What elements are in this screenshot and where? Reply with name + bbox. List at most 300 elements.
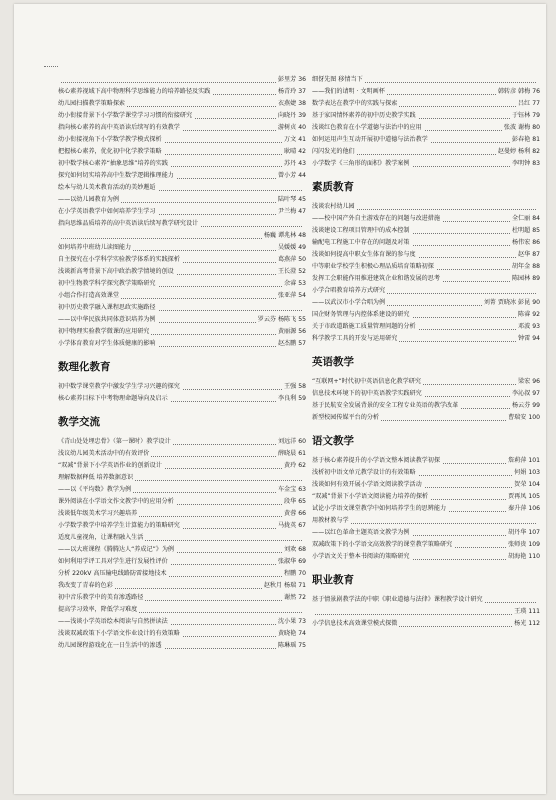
toc-entry	[312, 134, 540, 146]
toc-entry	[312, 225, 540, 237]
toc-entry-title: 核心素养视域下高中物理科学思维能力的培养路径及实践	[58, 88, 211, 95]
toc-entry-title	[312, 608, 314, 615]
toc-entry-page-number: 99	[532, 402, 540, 409]
toc-entry-title: 小组合作打造高效课堂	[58, 292, 119, 299]
toc-entry-page-number: 49	[298, 244, 306, 251]
toc-entry	[58, 98, 306, 110]
toc-entry-page-number: 68	[298, 546, 306, 553]
toc-entry-title: 小学语文关于整本书阅读的策略研究	[312, 553, 410, 560]
dotted-leader	[312, 614, 540, 615]
toc-entry	[58, 326, 306, 338]
toc-entry-meta	[536, 285, 540, 297]
toc-entry-author: 黄玲	[284, 462, 297, 469]
toc-entry-page-number: 43	[298, 160, 306, 167]
toc-entry-author: 胡年金	[511, 263, 531, 270]
toc-entry-title: ——以武汉市小学合唱为例	[312, 299, 386, 306]
toc-entry-author: 秦升萍	[508, 505, 527, 512]
toc-entry-author: 胡丹华	[508, 529, 527, 536]
toc-entry-author: 王强	[284, 383, 297, 390]
toc-entry-meta	[276, 242, 306, 254]
toc-entry	[312, 74, 540, 86]
toc-entry	[312, 503, 540, 515]
toc-entry-title: 用教材教与学	[312, 517, 349, 524]
toc-entry-page-number: 93	[532, 323, 540, 330]
toc-entry-title: 《青山处处埋忠骨》（第一课时）教学设计	[58, 438, 171, 445]
toc-entry-author: 李沁叔	[511, 390, 531, 397]
toc-entry-author: 李明钟	[511, 160, 531, 167]
toc-entry-author: 梁宏	[518, 378, 531, 385]
toc-entry	[312, 527, 540, 539]
toc-entry	[58, 381, 306, 393]
toc-entry-title: “双减”背景下小学英语作业的创新设计	[58, 462, 162, 469]
toc-entry-author: 张波 谢梅	[503, 124, 531, 131]
toc-left-column	[58, 74, 306, 652]
toc-entry-page-number: 92	[532, 311, 540, 318]
toc-entry	[312, 606, 540, 618]
toc-entry	[312, 158, 540, 170]
toc-entry-meta	[282, 134, 306, 146]
toc-entry-meta	[536, 201, 540, 213]
toc-entry-page-number: 80	[532, 124, 540, 131]
toc-entry-meta	[282, 568, 306, 580]
toc-entry-page-number: 106	[528, 505, 540, 512]
toc-entry-author: 陈琳瑶	[277, 642, 297, 649]
toc-entry-page-number: 55	[298, 316, 306, 323]
toc-entry-meta	[516, 98, 540, 110]
toc-entry-page-number: 61	[298, 450, 306, 457]
toc-entry-page-number: 112	[528, 620, 540, 627]
toc-entry-meta	[506, 527, 540, 539]
toc-entry	[58, 484, 306, 496]
toc-entry-title: 基于家国情怀素养的初中历史教学实践	[312, 112, 416, 119]
toc-entry-meta	[276, 266, 306, 278]
toc-entry-meta	[256, 314, 306, 326]
toc-entry	[58, 302, 306, 314]
toc-entry-author: 罗云芬 杨陈飞	[257, 316, 297, 323]
toc-entry-author: 葛燕萍	[277, 256, 297, 263]
toc-right-column	[312, 74, 540, 630]
toc-entry	[58, 242, 306, 254]
toc-entry	[312, 515, 540, 527]
toc-entry	[58, 592, 306, 604]
toc-entry-page-number: 67	[298, 522, 306, 529]
toc-entry-meta	[510, 110, 540, 122]
toc-entry-page-number: 94	[532, 335, 540, 342]
toc-entry-meta	[510, 225, 540, 237]
toc-entry-page-number: 71	[298, 582, 306, 589]
toc-entry-title: 关于市政道路施工质量管理问题的分析	[312, 323, 416, 330]
toc-entry	[58, 290, 306, 302]
toc-entry-author: 向晓丹	[277, 112, 297, 119]
toc-entry-meta	[276, 616, 306, 628]
toc-entry-meta	[282, 592, 306, 604]
toc-entry-meta	[276, 290, 306, 302]
toc-entry-author: 尹兰梅	[277, 208, 297, 215]
toc-entry	[312, 388, 540, 400]
toc-entry-meta	[516, 321, 540, 333]
toc-entry-author: 曾小芳	[277, 172, 297, 179]
toc-entry-meta	[506, 412, 540, 424]
toc-entry-author: 李良利	[277, 395, 297, 402]
toc-entry	[312, 285, 540, 297]
toc-entry-author: 耿晴	[284, 148, 297, 155]
toc-entry-author: 陆叶琴	[277, 196, 297, 203]
toc-entry-meta	[506, 455, 540, 467]
toc-entry-author: 陈园林	[511, 275, 531, 282]
toc-entry-title: 初中数学核心素养“抽象思维”培养的实践	[58, 160, 168, 167]
toc-entry-meta	[262, 580, 306, 592]
toc-entry-page-number: 72	[298, 594, 306, 601]
toc-entry-author: 胡海艳	[508, 553, 527, 560]
toc-entry-title: ——以《平均数》教学为例	[58, 486, 132, 493]
toc-entry-page-number: 53	[298, 280, 306, 287]
toc-entry	[312, 309, 540, 321]
toc-entry	[58, 544, 306, 556]
toc-entry-meta	[510, 134, 540, 146]
section-heading: 教学交流	[58, 416, 100, 428]
toc-entry-author: 赵曼婷 杨利	[497, 148, 531, 155]
toc-entry-author: 黄蓉	[284, 510, 297, 517]
toc-entry	[312, 455, 540, 467]
toc-entry-title: 如何利用学评工具对学生进行发展性评价	[58, 558, 168, 565]
toc-entry-title: ——校中国产外自主游戏存在的问题与改进措施	[312, 215, 440, 222]
toc-entry-page-number: 105	[528, 493, 540, 500]
toc-entry-author: 段华	[284, 498, 297, 505]
toc-entry-title: 如何培养中班幼儿读图能力	[58, 244, 132, 251]
toc-entry-meta	[282, 158, 306, 170]
toc-entry-meta	[512, 467, 540, 479]
toc-entry-meta	[302, 302, 306, 314]
toc-entry	[58, 206, 306, 218]
toc-entry-page-number: 90	[532, 299, 540, 306]
toc-entry-title	[58, 232, 60, 239]
toc-entry-title: ——以红色革命主题英语文教学为例	[312, 529, 410, 536]
toc-entry	[58, 604, 306, 616]
toc-entry-author: 韩转彦 韩梅	[497, 88, 531, 95]
section-heading: 数理化教育	[58, 361, 111, 373]
toc-entry-meta	[282, 460, 306, 472]
toc-entry-title: “双减”背景下小学语文阅读能力培养的探析	[312, 493, 429, 500]
toc-entry	[312, 146, 540, 158]
toc-entry-page-number: 86	[532, 239, 540, 246]
toc-entry-author: 赵华	[518, 251, 531, 258]
toc-entry-title: 核心素养目标下中考物理命题导向及启示	[58, 395, 168, 402]
toc-entry-author: 于钰林	[511, 112, 531, 119]
toc-entry-meta	[512, 606, 540, 618]
toc-entry-meta	[516, 333, 540, 345]
toc-entry-title: 浅谈如何有效开展小学语文阅读教学活动	[312, 481, 422, 488]
toc-entry-meta	[262, 230, 306, 242]
toc-entry-author: 詹莉萍	[508, 457, 527, 464]
toc-entry-meta	[516, 309, 540, 321]
toc-entry-title: 细伢先图 移情当下	[312, 76, 363, 83]
toc-entry-meta	[282, 496, 306, 508]
toc-entry-title	[58, 76, 60, 83]
toc-entry-title: 国企财务管理与内控体系建设的研究	[312, 311, 410, 318]
toc-entry-meta	[506, 539, 540, 551]
toc-entry-page-number: 40	[298, 124, 306, 131]
toc-entry	[312, 618, 540, 630]
toc-entry-meta	[282, 146, 306, 158]
toc-entry-page-number: 88	[532, 263, 540, 270]
toc-entry-meta	[510, 400, 540, 412]
toc-entry-meta	[512, 479, 540, 491]
toc-entry-meta	[496, 86, 540, 98]
toc-entry-title: 初中物理实验教学微课的应用研究	[58, 328, 150, 335]
toc-entry-meta	[506, 551, 540, 563]
toc-entry-page-number: 107	[528, 529, 540, 536]
toc-entry-meta	[276, 254, 306, 266]
toc-entry-title: 浅议幼儿园美术活动中的有效评价	[58, 450, 150, 457]
toc-entry-meta	[510, 237, 540, 249]
toc-entry-page-number: 47	[298, 208, 306, 215]
toc-entry-title: 小学数学《三角形的面积》教学案例	[312, 160, 410, 167]
toc-entry	[312, 297, 540, 309]
toc-entry-meta	[536, 594, 540, 606]
toc-entry-title: ——以中华民族共同体意识培养为例	[58, 316, 156, 323]
toc-entry-meta	[276, 556, 306, 568]
toc-entry	[58, 460, 306, 472]
toc-entry-page-number: 97	[532, 390, 540, 397]
toc-entry-meta	[276, 640, 306, 652]
table-of-contents-page	[14, 4, 546, 794]
toc-entry	[312, 213, 540, 225]
toc-entry-author: 赵杰鹏	[277, 340, 297, 347]
toc-entry-meta	[510, 213, 540, 225]
toc-entry-title: 适度儿童视角，让课程融入生活	[58, 534, 144, 541]
toc-entry	[58, 158, 306, 170]
toc-entry	[58, 628, 306, 640]
toc-entry-meta	[302, 472, 306, 484]
toc-entry-author: 黄晓艳	[277, 630, 297, 637]
toc-entry-author: 杨巍 谭兆林	[263, 232, 297, 239]
toc-entry-meta	[302, 182, 306, 194]
toc-entry-title: 指向核心素养的高中英语读后续写的有效教学	[58, 124, 180, 131]
toc-entry-page-number: 84	[532, 215, 540, 222]
toc-entry-page-number: 50	[298, 256, 306, 263]
toc-entry-meta	[510, 388, 540, 400]
toc-entry-title: 浅谈低年级美术学习兴趣培养	[58, 510, 138, 517]
toc-entry-title: 初中历史教学融入课程思政实施路径	[58, 304, 156, 311]
toc-entry-page-number: 83	[532, 160, 540, 167]
toc-entry-page-number: 69	[298, 558, 306, 565]
toc-entry-meta	[536, 74, 540, 86]
toc-entry-meta	[282, 278, 306, 290]
toc-entry-meta	[276, 338, 306, 350]
toc-entry	[58, 496, 306, 508]
toc-entry	[312, 467, 540, 479]
toc-entry	[58, 182, 306, 194]
toc-entry-title: 浅谈新高考背景下高中政治教学情境的创设	[58, 268, 174, 275]
toc-entry	[58, 74, 306, 86]
toc-entry-author: 车金宝	[277, 486, 297, 493]
toc-entry-meta	[506, 491, 540, 503]
toc-entry	[312, 122, 540, 134]
toc-entry-title: 分析 220kV 高压输电线路防雷接地技术	[58, 570, 167, 577]
toc-entry-title: 发挥工会职能作用推进建筑企业和谐发展的思考	[312, 275, 440, 282]
toc-entry-author: 彭里芳	[277, 76, 297, 83]
toc-entry-meta	[302, 532, 306, 544]
toc-entry	[58, 640, 306, 652]
toc-entry-author: 张师贵	[508, 541, 527, 548]
toc-entry-meta	[502, 122, 540, 134]
toc-entry-title: 小学体育教育对学生体质健康的影响	[58, 340, 156, 347]
toc-entry-title: 浅谈如何提高中职女生体育课的参与度	[312, 251, 416, 258]
toc-entry-page-number: 41	[298, 136, 306, 143]
toc-entry-page-number: 82	[532, 148, 540, 155]
toc-entry-title: 科学教学工具的开发与运用研究	[312, 335, 398, 342]
toc-entry-page-number: 74	[298, 630, 306, 637]
toc-entry-title: 浅谈红色教育在小学道德与法治中的应用	[312, 124, 422, 131]
toc-entry-title: “互联网+”时代初中英语信息化教学研究	[312, 378, 421, 385]
toc-entry-author: 杨云芬	[511, 402, 531, 409]
toc-entry	[312, 412, 540, 424]
toc-entry-title: ——以幼儿园教育为例	[58, 196, 119, 203]
toc-entry-page-number: 103	[528, 469, 540, 476]
toc-entry-title: 绘本与幼儿美术教育活动的美妙邂逅	[58, 184, 156, 191]
toc-entry-page-number: 73	[298, 618, 306, 625]
toc-entry-author: 苏丹	[284, 160, 297, 167]
toc-entry-meta	[276, 170, 306, 182]
toc-entry	[58, 472, 306, 484]
toc-entry-meta	[282, 508, 306, 520]
toc-entry-meta	[276, 628, 306, 640]
toc-entry	[58, 278, 306, 290]
dotted-leader-fragment	[44, 66, 58, 68]
toc-entry-title: ——以大班课程《腾腾达人“养成记”》为例	[58, 546, 175, 553]
toc-entry-title: 基于情景剧教学法的中职《职业道德与法律》课程教学设计研究	[312, 596, 483, 603]
toc-entry-title: ——我们的请明 · 文明画杯	[312, 88, 385, 95]
toc-entry-title: 探究如何切实培养高中生数学逻辑推理能力	[58, 172, 174, 179]
toc-entry-title: 闪闪发光的他们	[312, 148, 355, 155]
toc-entry	[312, 201, 540, 213]
toc-entry-title: 如何运用声生互动开展初中道德与法治教学	[312, 136, 428, 143]
toc-entry-meta	[496, 146, 540, 158]
toc-entry-title: 在小学英语教学中如何培养学生学习	[58, 208, 156, 215]
toc-entry-author: 张亚萍	[277, 292, 297, 299]
toc-entry	[312, 249, 540, 261]
toc-entry-page-number: 110	[528, 553, 540, 560]
toc-entry-title: 初中生物教学科学探究教学策略研究	[58, 280, 156, 287]
toc-entry-title: 幼儿园课程游戏化在一日生活中的渗透	[58, 642, 162, 649]
toc-entry	[312, 376, 540, 388]
toc-entry-author: 曹瑞安	[508, 414, 527, 421]
toc-entry	[58, 393, 306, 405]
toc-entry-title: 双减政策下的小学语文高效教学的课堂教学策略研究	[312, 541, 453, 548]
toc-entry	[58, 556, 306, 568]
toc-entry-author: 杨伟宏	[511, 239, 531, 246]
toc-entry-meta	[276, 436, 306, 448]
toc-entry-page-number: 111	[528, 608, 540, 615]
toc-entry-title: 小学信息技术高效课堂模式探微	[312, 620, 398, 627]
toc-entry-page-number: 56	[298, 328, 306, 335]
toc-entry-meta	[510, 273, 540, 285]
section-heading: 语文教学	[312, 435, 354, 447]
toc-entry-page-number: 104	[528, 481, 540, 488]
toc-entry-meta	[512, 618, 540, 630]
toc-entry	[58, 194, 306, 206]
toc-entry	[312, 273, 540, 285]
toc-entry-title: 小学数学教学中培养学生计算能力的策略研究	[58, 522, 180, 529]
toc-entry-author: 程鹏	[284, 570, 297, 577]
toc-entry-page-number: 96	[532, 378, 540, 385]
toc-entry-title: 中等职业学校学生积极心理品质培育策略初探	[312, 263, 434, 270]
section-heading: 素质教育	[312, 181, 354, 193]
toc-entry-page-number: 42	[298, 148, 306, 155]
toc-entry-author: 杨青玲	[277, 88, 297, 95]
toc-entry-meta	[276, 122, 306, 134]
toc-entry-meta	[510, 158, 540, 170]
toc-entry-meta	[276, 206, 306, 218]
toc-entry-page-number: 85	[532, 227, 540, 234]
toc-entry-meta	[276, 194, 306, 206]
toc-entry-author: 游树贞	[277, 124, 297, 131]
toc-entry-page-number: 57	[298, 340, 306, 347]
toc-entry-author: 彭春艳	[511, 136, 531, 143]
toc-entry-title: 浅析初中语文单元教学设计的有效策略	[312, 469, 416, 476]
toc-entry-page-number: 63	[298, 486, 306, 493]
section-heading: 职业教育	[312, 574, 354, 586]
toc-entry	[58, 146, 306, 158]
toc-entry	[58, 134, 306, 146]
toc-entry	[58, 266, 306, 278]
toc-entry-page-number: 37	[298, 88, 306, 95]
toc-entry-title: 小学合唱教育培养方式研究	[312, 287, 386, 294]
section-heading: 英语教学	[312, 356, 354, 368]
toc-entry-page-number: 45	[298, 196, 306, 203]
toc-entry	[58, 110, 306, 122]
toc-entry-author: 杨光	[514, 620, 527, 627]
toc-entry-title: 信息技术环境下的初中英语教学实践研究	[312, 390, 422, 397]
toc-entry	[58, 254, 306, 266]
toc-entry-meta	[506, 503, 540, 515]
toc-entry	[312, 237, 540, 249]
toc-entry-page-number: 65	[298, 498, 306, 505]
toc-entry-page-number: 101	[528, 457, 540, 464]
toc-entry-meta	[276, 74, 306, 86]
toc-entry-author: 贺荣	[514, 481, 527, 488]
toc-entry	[312, 86, 540, 98]
toc-entry-title: 数学表达在教学中的实践与探索	[312, 100, 398, 107]
toc-entry-meta	[302, 604, 306, 616]
toc-entry	[58, 122, 306, 134]
toc-entry-author: 衣燕婕	[277, 100, 297, 107]
toc-entry-meta	[510, 261, 540, 273]
toc-entry-page-number: 87	[532, 251, 540, 258]
toc-entry-meta	[282, 381, 306, 393]
toc-entry-author: 王长澄	[277, 268, 297, 275]
toc-entry-title: 浅谈双减政策下小学语文作业设计的有效策略	[58, 630, 180, 637]
toc-entry	[312, 110, 540, 122]
toc-entry-page-number: 60	[298, 438, 306, 445]
toc-entry-author: 刘菁 贾晓冰 彭昆	[483, 299, 531, 306]
toc-entry-page-number: 48	[298, 232, 306, 239]
toc-entry-title: 幼小衔接背景下小学数学课堂学习习惯的衔接研究	[58, 112, 193, 119]
toc-entry-page-number: 38	[298, 100, 306, 107]
toc-entry	[58, 520, 306, 532]
toc-entry-page-number: 59	[298, 395, 306, 402]
toc-entry	[58, 436, 306, 448]
toc-entry-page-number: 66	[298, 510, 306, 517]
toc-entry-title: ——浅谈小学英语绘本阅读与自然拼读法	[58, 618, 168, 625]
toc-entry	[312, 261, 540, 273]
toc-entry-meta	[516, 376, 540, 388]
toc-entry-meta	[276, 484, 306, 496]
toc-entry-meta	[276, 326, 306, 338]
toc-entry-title: 课外阅读在小学语文作文教学中的应用分析	[58, 498, 174, 505]
toc-entry-title: 基于核心素养提升的小学语文整本阅读教学初探	[312, 457, 440, 464]
toc-entry-page-number: 79	[532, 112, 540, 119]
